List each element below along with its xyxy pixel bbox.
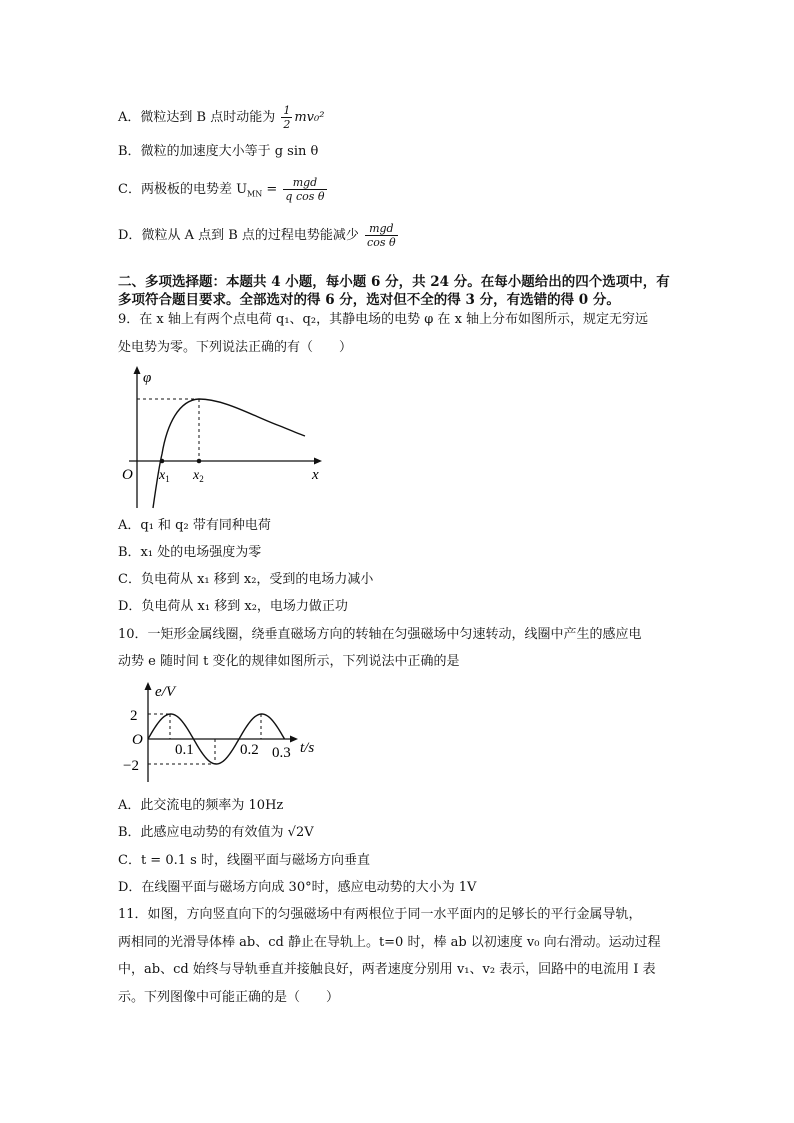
- q9-option-b: B．x₁ 处的电场强度为零: [118, 545, 262, 560]
- q10-graph-y-label: e/V: [155, 684, 175, 700]
- q10-option-d: D．在线圈平面与磁场方向成 30°时，感应电动势的大小为 1V: [118, 880, 477, 895]
- q9-graph-origin: O: [122, 467, 133, 483]
- section2-heading-line2: 多项符合题目要求。全部选对的得 6 分，选对但不全的得 3 分，有选错的得 0 分。: [118, 292, 620, 308]
- q9-stem-line1: 9．在 x 轴上有两个点电荷 q₁、q₂，其静电场的电势 φ 在 x 轴上分布如图所示，规定无穷远: [118, 312, 649, 327]
- q10-graph-x-label: t/s: [300, 740, 315, 756]
- q10-option-a: A．此交流电的频率为 10Hz: [118, 798, 284, 813]
- q11-stem-line3: 中，ab、cd 始终与导轨垂直并接触良好，两者速度分别用 v₁、v₂ 表示，回路中的电流用 I 表: [118, 962, 656, 977]
- q11-stem-line4: 示。下列图像中可能正确的是（ ）: [118, 990, 340, 1005]
- q9-potential-graph: [115, 362, 335, 512]
- q10-option-c: C．t = 0.1 s 时，线圈平面与磁场方向垂直: [118, 853, 370, 868]
- q10-emf-graph: [115, 678, 335, 788]
- q10-graph-y-pos: 2: [130, 708, 138, 724]
- q8-option-b: B．微粒的加速度大小等于 g sin θ: [118, 144, 319, 159]
- q11-stem-line2: 两相同的光滑导体棒 ab、cd 静止在导轨上。t=0 时，棒 ab 以初速度 v₀ 向右滑动。运动过程: [118, 935, 661, 950]
- q9-graph-x-label: x: [312, 467, 319, 483]
- q8-option-a: A．微粒达到 B 点时动能为 $\frac{1}{2}$ mv₀²: [118, 104, 325, 131]
- q10-graph-t1: 0.1: [175, 742, 194, 758]
- q8-option-c: C．两极板的电势差 $U_{MN}$ = $\frac{\text{mgd}}{\text{q cos θ}}$: [118, 176, 325, 203]
- q10-stem-line2: 动势 e 随时间 t 变化的规律如图所示，下列说法中正确的是: [118, 654, 460, 669]
- q9-graph-x2-label: $x_2$: [193, 468, 204, 484]
- q9-graph-y-label: φ: [143, 370, 152, 386]
- section2-heading-line1: 二、多项选择题：本题共 4 小题，每小题 6 分，共 24 分。在每小题给出的四个选项中，有: [118, 274, 670, 290]
- q10-graph-t3: 0.3: [272, 745, 291, 761]
- q10-stem-line1: 10．一矩形金属线圈，绕垂直磁场方向的转轴在匀强磁场中匀速转动，线圈中产生的感应电: [118, 627, 642, 642]
- q9-graph-x1-label: $x_1$: [159, 468, 170, 484]
- q8-option-d: D．微粒从 A 点到 B 点的过程电势能减少 $\frac{\text{mgd}}{\text{cos θ}}$: [118, 222, 396, 249]
- q9-option-d: D．负电荷从 x₁ 移到 x₂，电场力做正功: [118, 599, 348, 614]
- q10-graph-origin: O: [132, 732, 143, 748]
- q10-graph-y-neg: −2: [123, 758, 139, 774]
- q10-graph-t2: 0.2: [240, 742, 259, 758]
- q9-option-a: A．q₁ 和 q₂ 带有同种电荷: [118, 518, 271, 533]
- q9-option-c: C．负电荷从 x₁ 移到 x₂，受到的电场力减小: [118, 572, 374, 587]
- q9-stem-line2: 处电势为零。下列说法正确的有（ ）: [118, 340, 353, 355]
- q10-option-b: B．此感应电动势的有效值为 √2V: [118, 825, 314, 840]
- q11-stem-line1: 11．如图，方向竖直向下的匀强磁场中有两根位于同一水平面内的足够长的平行金属导轨，: [118, 907, 642, 922]
